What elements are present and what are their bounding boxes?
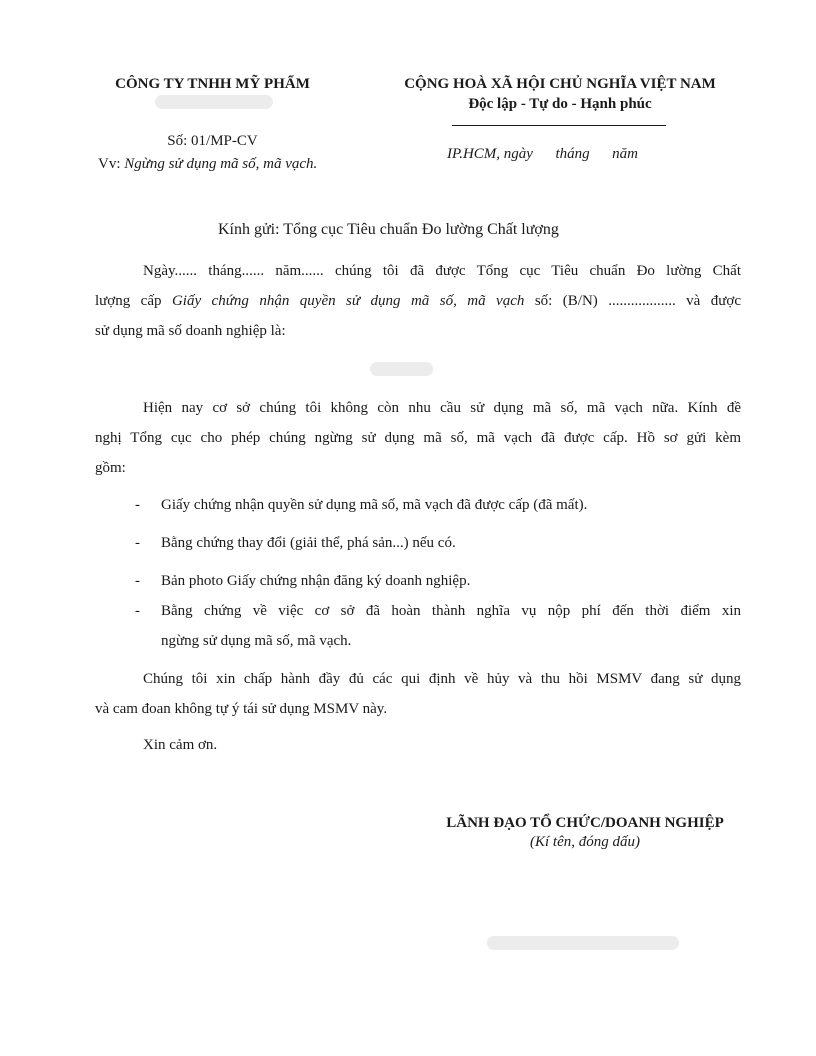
attachment-text: Giấy chứng nhận quyền sử dụng mã số, mã vạch đã được cấp (đã mất). (161, 497, 588, 513)
redacted-enterprise-code (370, 362, 433, 376)
paragraph-request (95, 393, 741, 483)
attachment-item (135, 528, 741, 558)
national-motto: Độc lập - Tự do - Hạnh phúc (468, 96, 652, 112)
document-subject (98, 156, 317, 173)
attachment-text-continued: ngừng sử dụng mã số, mã vạch. (161, 633, 352, 649)
paragraph-line: và cam đoan không tự ý tái sử dụng MSMV này. (95, 701, 388, 717)
redacted-company-detail (155, 95, 273, 109)
signature-note: (Kí tên, đóng dấu) (530, 834, 640, 850)
company-name: CÔNG TY TNHH MỸ PHẨM (115, 76, 310, 92)
recipient-line (218, 221, 559, 239)
text-segment: lượng cấp (95, 293, 172, 309)
list-dash: - (135, 535, 140, 551)
list-dash: - (135, 497, 140, 513)
attachment-item (135, 566, 741, 596)
republic-title: CỘNG HOÀ XÃ HỘI CHỦ NGHĨA VIỆT NAM (404, 76, 716, 92)
text-segment: số: (B/N) .................. và được (524, 293, 742, 309)
attachment-text: Bản photo Giấy chứng nhận đăng ký doanh nghiệp. (161, 573, 471, 589)
place-and-date: IP.HCM, ngày tháng năm (447, 146, 638, 162)
attachment-item (135, 490, 741, 520)
closing-thanks: Xin cảm ơn. (143, 737, 218, 753)
signature-title: LÃNH ĐẠO TỔ CHỨC/DOANH NGHIỆP (446, 815, 724, 831)
document-number: Số: 01/MP-CV (167, 133, 258, 149)
paragraph-line: sử dụng mã số doanh nghiệp là: (95, 323, 286, 339)
recipient-label: Kính gửi: (218, 221, 280, 238)
paragraph-commitment (95, 664, 741, 724)
subject-prefix: Vv: (98, 156, 121, 172)
paragraph-line: gồm: (95, 460, 126, 476)
list-dash: - (135, 603, 140, 619)
attachment-text: Bằng chứng về việc cơ sở đã hoàn thành nghĩa vụ nộp phí đến thời điểm xin (161, 603, 741, 619)
attachment-text: Bằng chứng thay đổi (giải thể, phá sản...) nếu có. (161, 535, 456, 551)
redacted-signer-name (487, 936, 679, 950)
paragraph-line (95, 286, 741, 316)
paragraph-line: Ngày...... tháng...... năm...... chúng tôi đã được Tổng cục Tiêu chuẩn Đo lường Chất (143, 263, 741, 279)
paragraph-line: Chúng tôi xin chấp hành đầy đủ các qui định về hủy và thu hồi MSMV đang sử dụng (143, 671, 741, 687)
recipient-name: Tổng cục Tiêu chuẩn Đo lường Chất lượng (283, 221, 559, 238)
paragraph-certificate-info (95, 256, 741, 346)
attachment-item (135, 596, 741, 656)
subject-text: Ngừng sử dụng mã số, mã vạch. (124, 156, 318, 172)
motto-underline (452, 125, 666, 126)
certificate-name: Giấy chứng nhận quyền sử dụng mã số, mã vạch (171, 293, 525, 309)
paragraph-line: Hiện nay cơ sở chúng tôi không còn nhu cầu sử dụng mã số, mã vạch nữa. Kính đề (143, 400, 741, 416)
paragraph-line: nghị Tổng cục cho phép chúng ngừng sử dụng mã số, mã vạch đã được cấp. Hồ sơ gửi kèm (95, 430, 741, 446)
list-dash: - (135, 573, 140, 589)
